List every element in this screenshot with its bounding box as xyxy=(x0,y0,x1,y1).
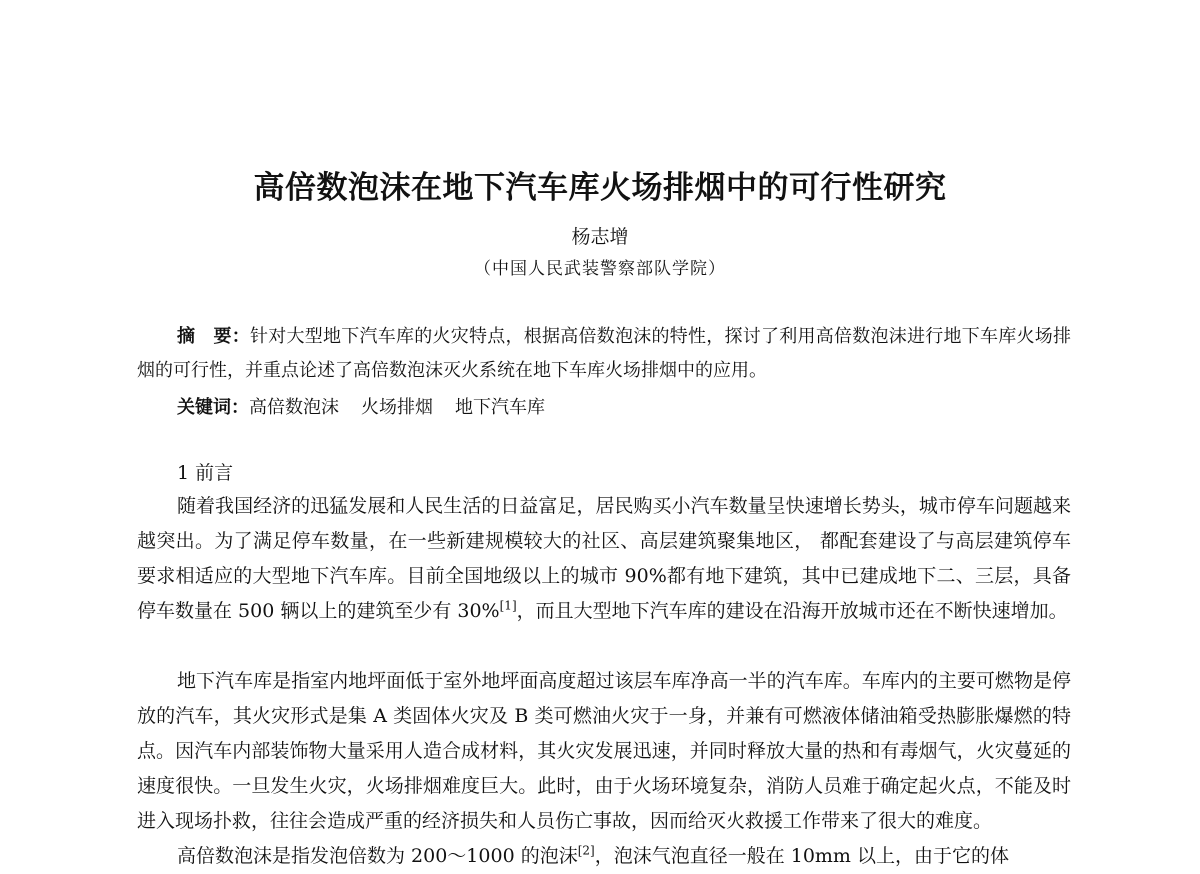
keyword-item: 地下汽车库 xyxy=(455,397,545,418)
abstract xyxy=(137,320,1071,388)
abstract-text: 针对大型地下汽车库的火灾特点，根据高倍数泡沫的特性，探讨了利用高倍数泡沫进行地下车库火场排烟的可行性，并重点论述了高倍数泡沫灭火系统在地下车库火场排烟中的应用。 xyxy=(137,326,1071,381)
keywords-label: 关键词： xyxy=(177,397,249,418)
abstract-label: 摘 要： xyxy=(177,326,250,347)
citation-ref: [2] xyxy=(577,843,595,858)
keyword-item: 火场排烟 xyxy=(361,397,433,418)
author-name: 杨志增 xyxy=(571,226,629,248)
paragraph-text: 随着我国经济的迅猛发展和人民生活的日益富足，居民购买小汽车数量呈快速增长势头，城市停车问题越来越突出。为了满足停车数量，在一些新建规模较大的社区、高层建筑聚集地区， 都配套建设了与高层建筑停车要求相适应的大型地下汽车库。目前全国地级以上的城市 90%都有地下建筑，其中已建成地下二、三层，具备停车数量在 500 辆以上的建筑至少有 30% xyxy=(137,495,1071,622)
body-paragraph: 地下汽车库是指室内地坪面低于室外地坪面高度超过该层车库净高一半的汽车库。车库内的主要可燃物是停放的汽车，其火灾形式是集 A 类固体火灾及 B 类可燃油火灾于一身，并兼有可燃液体储油箱受热膨胀爆燃的特点。因汽车内部装饰物大量采用人造合成材料，其火灾发展迅速，并同时释放大量的热和有毒烟气，火灾蔓延的速度很快。一旦发生火灾，火场排烟难度巨大。此时，由于火场环境复杂，消防人员难于确定起火点，不能及时进入现场扑救，往往会造成严重的经济损失和人员伤亡事故，因而给灭火救援工作带来了很大的难度。 xyxy=(137,670,1071,832)
keywords xyxy=(177,393,567,423)
paragraph-text: ，而且大型地下汽车库的建设在沿海开放城市还在不断快速增加。 xyxy=(516,600,1068,622)
body-paragraph xyxy=(137,489,1071,629)
section-heading: 1 前言 xyxy=(177,462,234,484)
paragraph-text: ，泡沫气泡直径一般在 10mm 以上，由于它的体 xyxy=(594,845,1009,867)
author-affiliation: （中国人民武装警察部队学院） xyxy=(474,259,726,279)
body-paragraph xyxy=(137,839,1071,874)
paper-title: 高倍数泡沫在地下汽车库火场排烟中的可行性研究 xyxy=(253,170,947,206)
citation-ref: [1] xyxy=(499,598,517,613)
keyword-item: 高倍数泡沫 xyxy=(249,397,339,418)
paragraph-text: 高倍数泡沫是指发泡倍数为 200～1000 的泡沫 xyxy=(177,845,578,867)
